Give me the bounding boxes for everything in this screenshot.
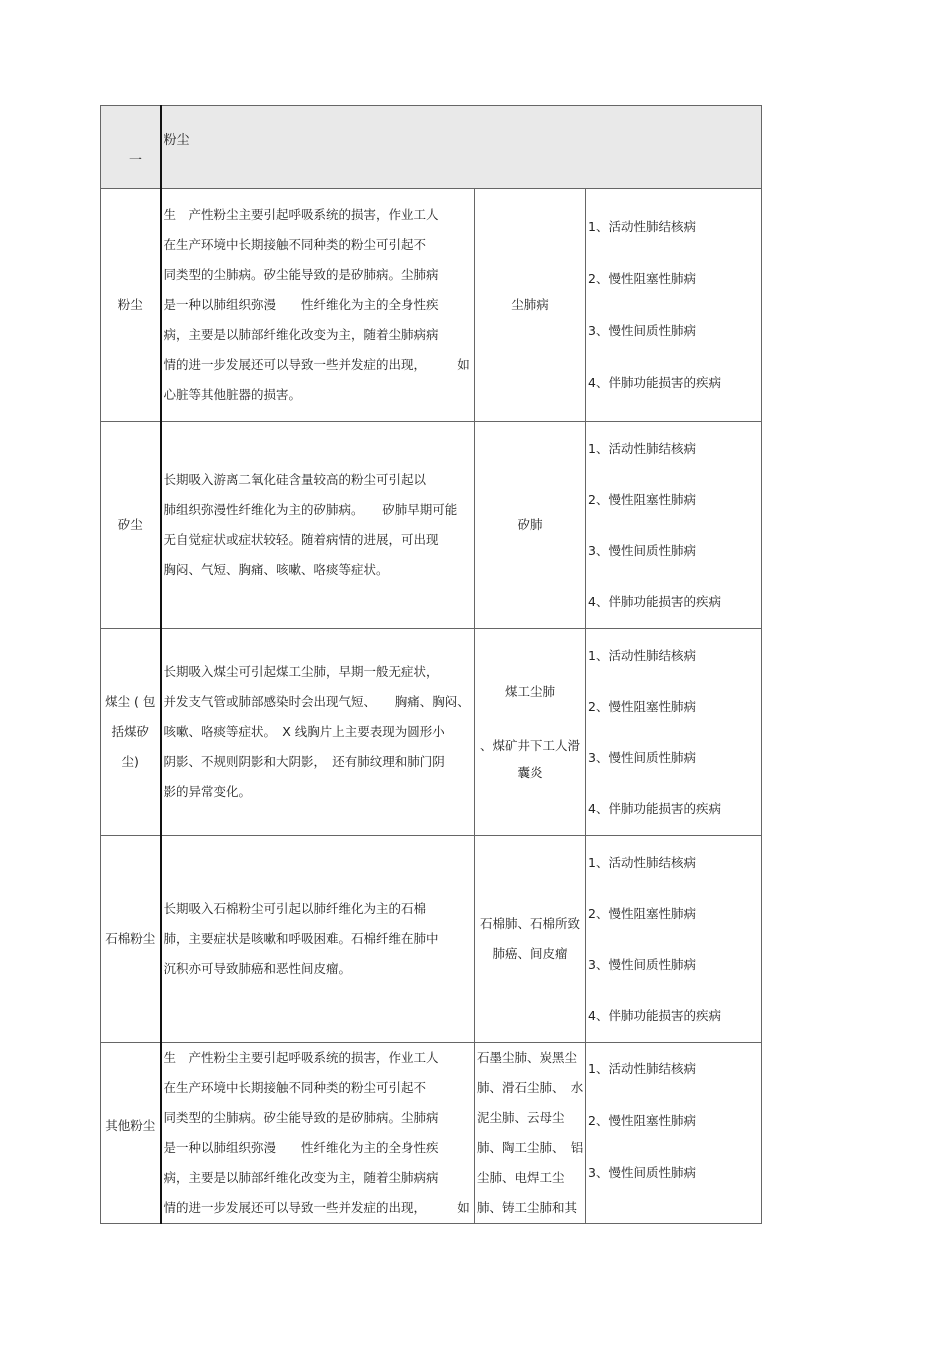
description-line: 阴影、不规则阴影和大阴影， 还有肺纹理和肺门阴 bbox=[163, 754, 445, 769]
complications-cell bbox=[586, 1043, 762, 1224]
complication-item: 1、活动性肺结核病 bbox=[588, 219, 696, 234]
disease-name bbox=[475, 705, 585, 732]
description-line: 同类型的尘肺病。矽尘能导致的是矽肺病。尘肺病 bbox=[163, 267, 439, 282]
description-line: 生 产性粉尘主要引起呼吸系统的损害，作业工人 bbox=[163, 207, 439, 222]
hazard-name: 粉尘 bbox=[117, 297, 143, 312]
complication-item: 1、活动性肺结核病 bbox=[588, 1061, 696, 1076]
description-line: 同类型的尘肺病。矽尘能导致的是矽肺病。尘肺病 bbox=[163, 1110, 439, 1125]
description-cell bbox=[161, 1043, 475, 1224]
disease-name: 煤工尘肺 bbox=[504, 684, 555, 699]
complication-item: 2、慢性阻塞性肺病 bbox=[588, 492, 696, 507]
description-cell bbox=[161, 422, 475, 629]
disease-name: 泥尘肺、云母尘 bbox=[477, 1110, 565, 1125]
complication-item: 3、慢性间质性肺病 bbox=[588, 957, 696, 972]
table-row bbox=[101, 422, 762, 629]
hazard-name-cell bbox=[101, 1043, 161, 1224]
disease-name: 尘肺病 bbox=[511, 297, 549, 312]
description-line: 在生产环境中长期接触不同种类的粉尘可引起不 bbox=[163, 1080, 427, 1095]
disease-name: 肺、铸工尘肺和其 bbox=[477, 1200, 578, 1215]
disease-name: 矽肺 bbox=[517, 517, 543, 532]
disease-cell bbox=[475, 1043, 586, 1224]
section-number: 一 bbox=[129, 153, 143, 168]
disease-name: 囊炎 bbox=[517, 765, 543, 780]
table-row bbox=[101, 629, 762, 836]
complications-cell bbox=[586, 836, 762, 1043]
occupational-disease-table bbox=[100, 105, 762, 1224]
disease-name: 石棉肺、石棉所致 bbox=[479, 916, 580, 931]
description-line: 病，主要是以肺部纤维化改变为主，随着尘肺病病 bbox=[163, 1170, 439, 1185]
disease-name: 石墨尘肺、炭黑尘 bbox=[477, 1050, 578, 1065]
complication-item: 2、慢性阻塞性肺病 bbox=[588, 906, 696, 921]
complication-item: 3、慢性间质性肺病 bbox=[588, 750, 696, 765]
description-line: 情的进一步发展还可以导致一些并发症的出现， 如 bbox=[163, 1200, 470, 1215]
description-line: 影的异常变化。 bbox=[163, 784, 252, 799]
complications-cell bbox=[586, 189, 762, 422]
complication-item: 4、伴肺功能损害的疾病 bbox=[588, 1008, 721, 1023]
description-line: 心脏等其他脏器的损害。 bbox=[163, 387, 302, 402]
table-row bbox=[101, 836, 762, 1043]
section-title: 粉尘 bbox=[163, 133, 190, 148]
hazard-name-cell bbox=[101, 629, 161, 836]
section-header-row bbox=[101, 106, 762, 189]
description-line: 肺组织弥漫性纤维化为主的矽肺病。 矽肺早期可能 bbox=[163, 502, 458, 517]
complications-cell bbox=[586, 629, 762, 836]
description-line: 情的进一步发展还可以导致一些并发症的出现， 如 bbox=[163, 357, 470, 372]
table-row bbox=[101, 189, 762, 422]
complication-item: 2、慢性阻塞性肺病 bbox=[588, 699, 696, 714]
description-line: 长期吸入游离二氧化硅含量较高的粉尘可引起以 bbox=[163, 472, 427, 487]
complication-item: 4、伴肺功能损害的疾病 bbox=[588, 375, 721, 390]
hazard-name: 括煤矽 bbox=[111, 724, 149, 739]
disease-name: 尘肺、电焊工尘 bbox=[477, 1170, 565, 1185]
table-row bbox=[101, 1043, 762, 1224]
description-line: 生 产性粉尘主要引起呼吸系统的损害，作业工人 bbox=[163, 1050, 439, 1065]
disease-name: 肺、滑石尘肺、 水 bbox=[477, 1080, 584, 1095]
hazard-name-cell bbox=[101, 189, 161, 422]
description-line: 无自觉症状或症状较轻。随着病情的进展，可出现 bbox=[163, 532, 439, 547]
disease-name: 肺、陶工尘肺、 铝 bbox=[477, 1140, 584, 1155]
disease-cell bbox=[475, 629, 586, 836]
description-line: 在生产环境中长期接触不同种类的粉尘可引起不 bbox=[163, 237, 427, 252]
description-line: 是一种以肺组织弥漫 性纤维化为主的全身性疾 bbox=[163, 1140, 439, 1155]
hazard-name: 矽尘 bbox=[117, 517, 143, 532]
description-line: 肺，主要症状是咳嗽和呼吸困难。石棉纤维在肺中 bbox=[163, 931, 439, 946]
complication-item: 3、慢性间质性肺病 bbox=[588, 543, 696, 558]
section-title-cell bbox=[161, 106, 762, 189]
complication-item: 1、活动性肺结核病 bbox=[588, 855, 696, 870]
disease-cell bbox=[475, 422, 586, 629]
disease-cell bbox=[475, 836, 586, 1043]
hazard-name: 尘) bbox=[121, 754, 139, 769]
hazard-name-cell bbox=[101, 422, 161, 629]
description-cell bbox=[161, 189, 475, 422]
hazard-name: 其他粉尘 bbox=[105, 1118, 156, 1133]
description-cell bbox=[161, 629, 475, 836]
complication-item: 4、伴肺功能损害的疾病 bbox=[588, 594, 721, 609]
complication-item: 1、活动性肺结核病 bbox=[588, 441, 696, 456]
description-line: 沉积亦可导致肺癌和恶性间皮瘤。 bbox=[163, 961, 352, 976]
complication-item: 4、伴肺功能损害的疾病 bbox=[588, 801, 721, 816]
complication-item: 2、慢性阻塞性肺病 bbox=[588, 1113, 696, 1128]
complication-item: 3、慢性间质性肺病 bbox=[588, 323, 696, 338]
hazard-name: 煤尘 ( 包 bbox=[105, 694, 156, 709]
description-line: 并发支气管或肺部感染时会出现气短、 胸痛、胸闷、 bbox=[163, 694, 470, 709]
description-line: 胸闷、气短、胸痛、咳嗽、咯痰等症状。 bbox=[163, 562, 389, 577]
complication-item: 3、慢性间质性肺病 bbox=[588, 1165, 696, 1180]
section-number-cell bbox=[101, 106, 161, 189]
description-line: 病，主要是以肺部纤维化改变为主，随着尘肺病病 bbox=[163, 327, 439, 342]
description-line: 是一种以肺组织弥漫 性纤维化为主的全身性疾 bbox=[163, 297, 439, 312]
complication-item: 1、活动性肺结核病 bbox=[588, 648, 696, 663]
complication-item: 2、慢性阻塞性肺病 bbox=[588, 271, 696, 286]
description-line: 长期吸入煤尘可引起煤工尘肺，早期一般无症状， bbox=[163, 664, 439, 679]
disease-cell bbox=[475, 189, 586, 422]
hazard-name-cell bbox=[101, 836, 161, 1043]
disease-name: 肺癌、间皮瘤 bbox=[492, 946, 568, 961]
hazard-name: 石棉粉尘 bbox=[105, 931, 156, 946]
description-line: 咳嗽、咯痰等症状。 X 线胸片上主要表现为圆形小 bbox=[163, 724, 445, 739]
description-line: 长期吸入石棉粉尘可引起以肺纤维化为主的石棉 bbox=[163, 901, 427, 916]
complications-cell bbox=[586, 422, 762, 629]
disease-name: 、煤矿井下工人滑 bbox=[479, 738, 580, 753]
description-cell bbox=[161, 836, 475, 1043]
